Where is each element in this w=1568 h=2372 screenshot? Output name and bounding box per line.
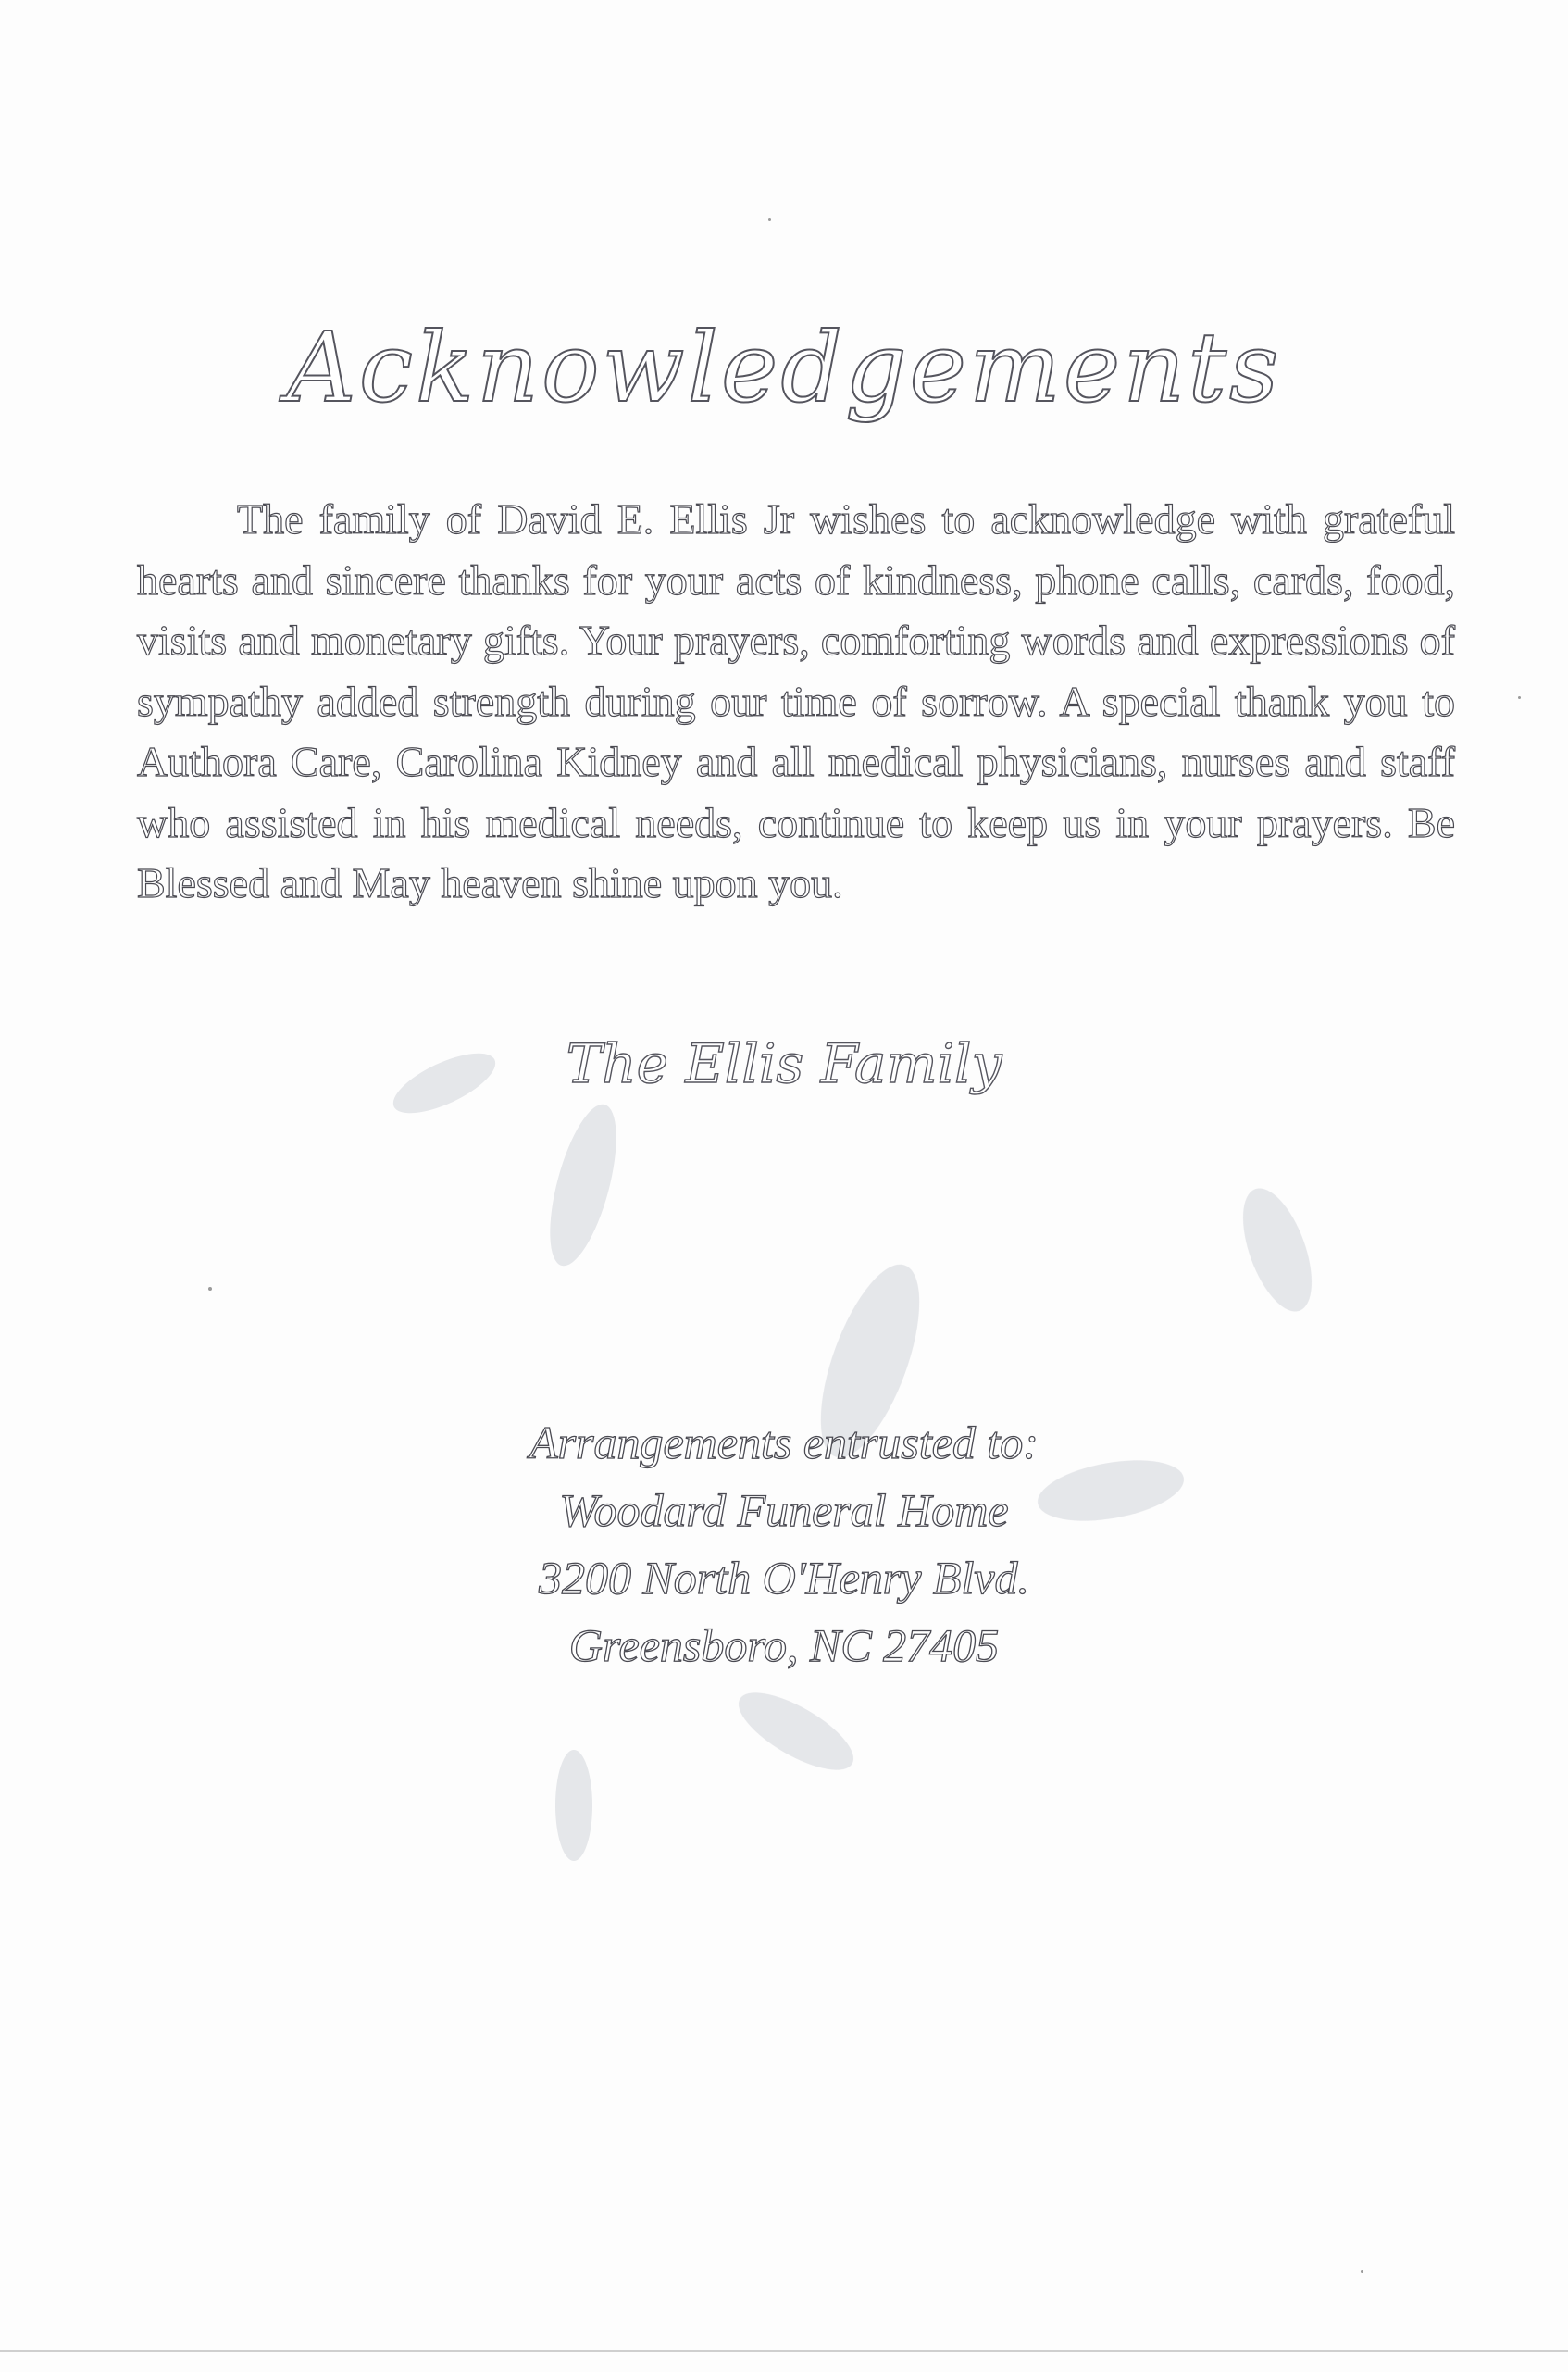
paper-speck — [1518, 696, 1521, 699]
paper-speck — [1361, 2270, 1363, 2273]
acknowledgements-heading: Acknowledgements — [286, 311, 1282, 424]
arrangements-intro: Arrangements entrusted to: — [529, 1417, 1039, 1468]
funeral-home-city: Greensboro, NC 27405 — [568, 1619, 1000, 1671]
acknowledgement-paragraph: The family of David E. Ellis Jr wishes to acknowledge with grateful hearts and sincere thanks for your acts of kindness, phone calls, cards, food, visits and monetary gifts. Your prayers, comforting words and expressions of sympathy added strength during our time of sorrow. A special thank you to Authora Care, Carolina Kidney and all medical physicians, nurses and staff who assisted in his medical needs, continue to keep us in your prayers. Be Blessed and May heaven shine upon you. — [137, 495, 1455, 906]
paper-speck — [208, 1287, 212, 1291]
paper-speck — [768, 218, 771, 221]
funeral-home-street: 3200 North O'Henry Blvd. — [538, 1552, 1030, 1604]
funeral-home-name: Woodard Funeral Home — [559, 1484, 1009, 1536]
page-edge-line — [0, 2350, 1568, 2352]
family-signature: The Ellis Family — [566, 1032, 1002, 1095]
arrangements-block — [0, 1409, 1568, 1679]
